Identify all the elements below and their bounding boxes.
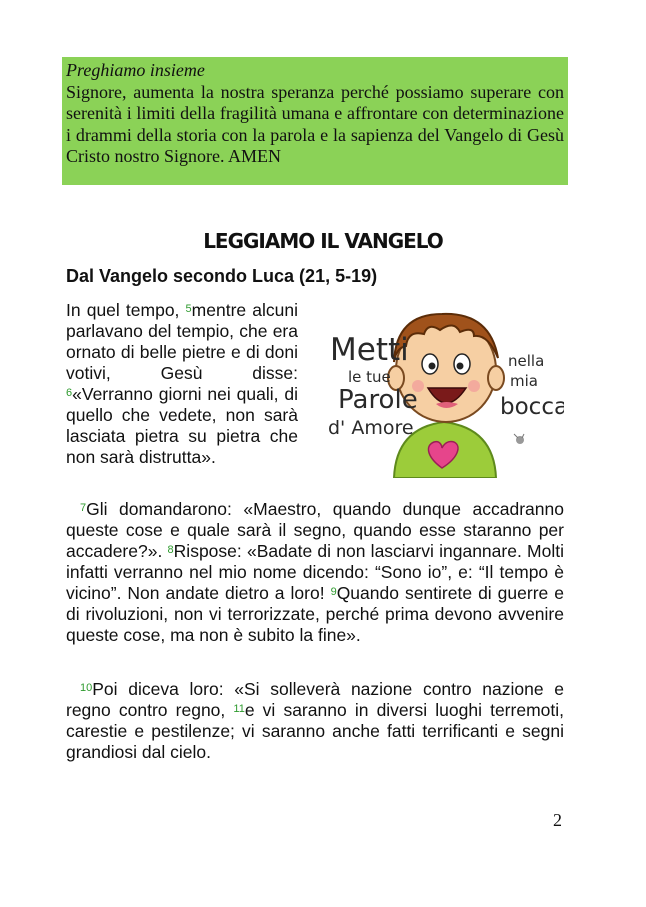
text-run: Rispose: «Badate di non lasciarvi ingannare. Molti infatti verranno nel mio nome dicendo: “Sono io”, e: “Il tempo è vicino”. Non andate dietro a loro! [66, 541, 564, 603]
illus-word-nella: nella [508, 352, 545, 370]
text-run: Gli domandarono: «Maestro, quando dunque accadranno queste cose e quale sarà il segno, quando esse staranno per accadere?». [66, 499, 564, 561]
text-run: «Verranno giorni nei quali, di quello che vedete, non sarà lasciata pietra su pietra che non sarà distrutta». [66, 384, 298, 467]
prayer-title: Preghiamo insieme [66, 60, 205, 80]
gospel-reference: Dal Vangelo secondo Luca (21, 5-19) [66, 266, 378, 286]
illus-word-amore: d' Amore [328, 417, 414, 439]
gospel-paragraph [66, 679, 564, 763]
section-heading: LEGGIAMO IL VANGELO [203, 229, 443, 253]
gospel-intro-column [66, 300, 298, 468]
prayer-box [62, 57, 568, 185]
illus-word-bocca: bocca [500, 394, 564, 420]
verse-number: 6 [66, 387, 73, 399]
gospel-paragraph [66, 499, 564, 646]
verse-number: 7 [80, 502, 87, 514]
text-run: Quando sentirete di guerre e di rivoluzioni, non vi terrorizzate, perché prima devono avvenire queste cose, ma non è subito la fine». [66, 583, 564, 645]
illus-word-le-tue: le tue [348, 368, 391, 386]
text-run: mentre alcuni parlavano del tempio, che era ornato di belle pietre e di doni votivi, Gesù disse: [66, 300, 298, 383]
verse-number: 8 [167, 544, 174, 556]
page-number: 2 [553, 810, 562, 830]
text-run: In quel tempo, [66, 300, 186, 320]
text-run: e vi saranno in diversi luoghi terremoti, carestie e pestilenze; vi saranno anche fatti terrificanti e segni grandiosi dal cielo. [66, 700, 564, 762]
prayer-text: Signore, aumenta la nostra speranza perché possiamo superare con serenità i limiti della fragilità umana e affrontare con determinazione i drammi della storia con la parola e la sapienza del Vangelo di Gesù Cristo nostro Signore. AMEN [66, 81, 564, 166]
verse-number: 11 [233, 703, 245, 715]
verse-number: 5 [185, 303, 192, 315]
illus-word-parole: Parole [338, 385, 418, 415]
cartoon-child-image [324, 300, 564, 478]
verse-number: 10 [80, 682, 93, 694]
text-run: Poi diceva loro: «Si solleverà nazione contro nazione e regno contro regno, [66, 679, 564, 720]
verse-number: 9 [330, 586, 337, 598]
illus-word-metti: Metti [330, 332, 409, 368]
illustration-metti-le-tue-parole [324, 300, 564, 478]
illus-word-mia: mia [510, 372, 538, 390]
